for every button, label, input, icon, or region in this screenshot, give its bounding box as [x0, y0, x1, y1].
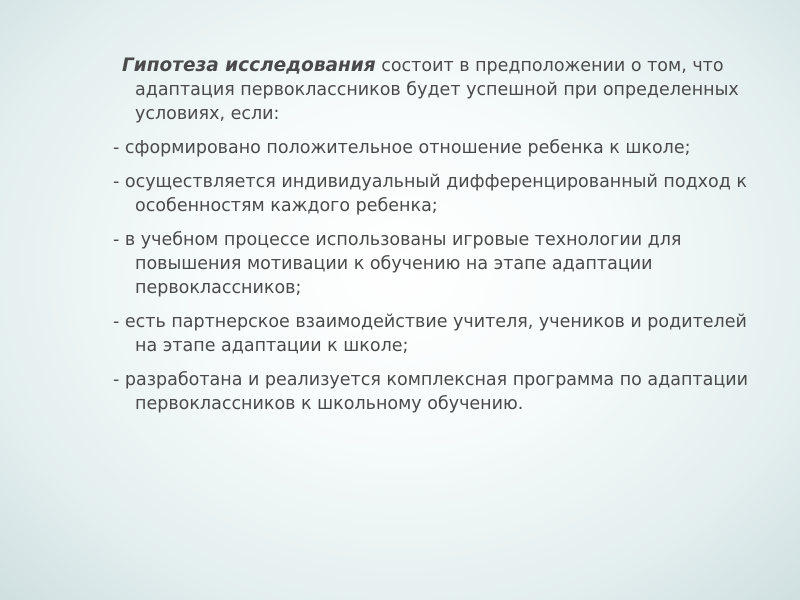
condition-item: - в учебном процессе использованы игровые технологии для повышения мотивации к обучению на этапе адаптации первоклассников; — [113, 230, 682, 298]
condition-item: - разработана и реализуется комплексная программа по адаптации первоклассников к школьному обучению. — [113, 370, 748, 414]
condition-item: - есть партнерское взаимодействие учителя, учеников и родителей на этапе адаптации к школе; — [113, 312, 747, 356]
slide-text-body — [113, 54, 753, 426]
hypothesis-title: Гипотеза исследования — [122, 55, 376, 76]
condition-item: - осуществляется индивидуальный дифференцированный подход к особенностям каждого ребенка; — [113, 172, 747, 216]
hypothesis-intro-text: состоит в предположении о том, что адаптация первоклассников будет успешной при определенных условиях, если: — [135, 56, 739, 124]
hypothesis-intro — [113, 54, 753, 126]
condition-item: - сформировано положительное отношение ребенка к школе; — [113, 138, 691, 158]
